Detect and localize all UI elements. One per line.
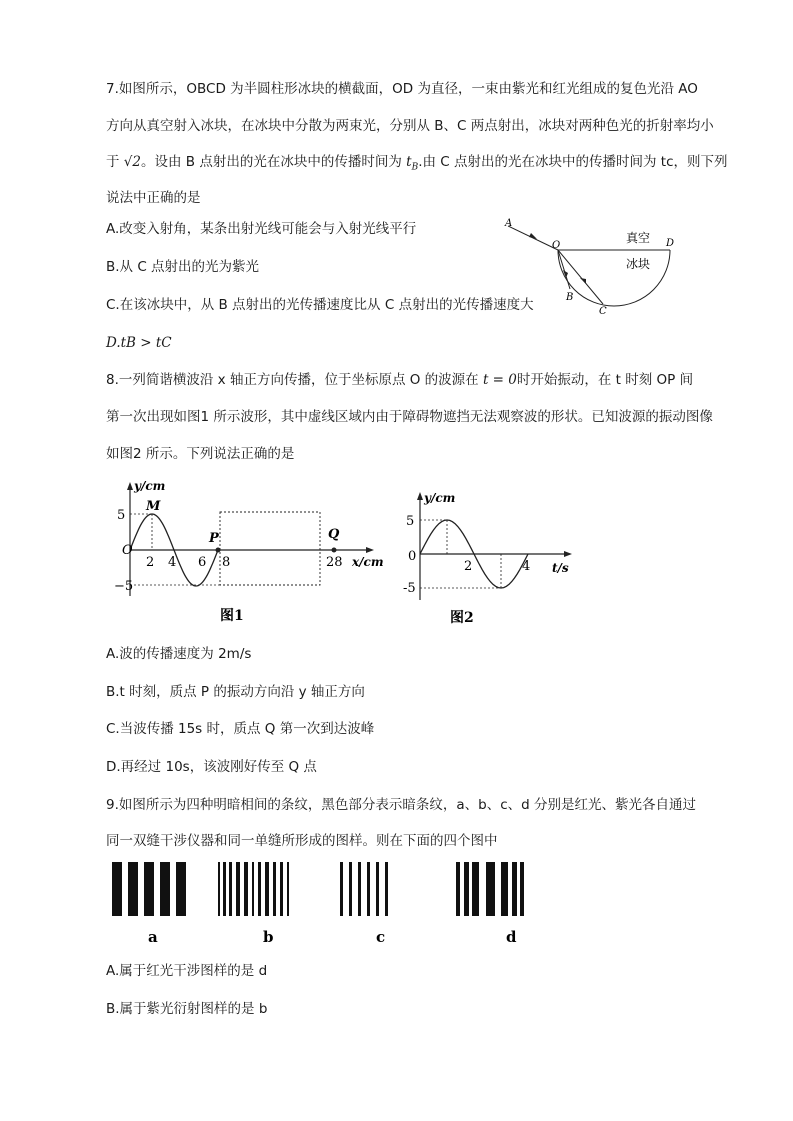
fig1-ylabel: y/cm [134,479,166,493]
fig2-tick-2: 2 [464,559,473,574]
fringe-bar [236,862,240,916]
fig1-tick-8: 8 [222,555,231,570]
fig2-y-neg: -5 [403,581,416,596]
fringe-bar [512,862,517,916]
fringe-bar [112,862,122,916]
fig1-y-neg: −5 [114,579,134,594]
q7-line-1: 7.如图所示，OBCD 为半圆柱形冰块的横截面，OD 为直径，一束由紫光和红光组成的复色光沿 AO [106,81,698,97]
fringe-bar [349,862,352,916]
fringe-bar [520,862,524,916]
label-a: A [505,218,513,229]
fig1-tick-28: 28 [326,555,343,570]
fringe-bar [144,862,154,916]
label-vacuum: 真空 [626,231,651,245]
fringe-bar [340,862,343,916]
q9-option-b: B.属于紫光衍射图样的是 b [106,1001,268,1017]
fringe-bar [376,862,379,916]
fringe-bar [229,862,232,916]
q8-line-3: 如图2 所示。下列说法正确的是 [106,446,295,462]
fringe-bar [472,862,479,916]
fringe-bar [358,862,361,916]
q7-line-3: 于 √2。设由 B 点射出的光在冰块中的传播时间为 $t_B$.由 C 点射出的光在冰块中的传播时间为 tc，则下列 [106,154,728,173]
ice-block-figure [500,218,690,318]
fig2-caption: 图2 [450,610,474,626]
wave-figure-1 [108,478,384,628]
fringe-bar [486,862,495,916]
fringe-bar [456,862,460,916]
fringe-bar [223,862,226,916]
fig1-point-q: Q [328,527,340,542]
fringe-label-c: c [376,928,386,946]
fringe-bar [218,862,220,916]
q9-line-2: 同一双缝干涉仪器和同一单缝所形成的图样。则在下面的四个图中 [106,833,498,849]
q7-option-d: D.tB > tC [106,335,172,351]
fringe-bar [176,862,186,916]
sqrt-two: √2 [123,154,141,170]
fig1-tick-4: 4 [168,555,177,570]
fringe-patterns [108,858,578,950]
label-c: C [599,306,607,317]
label-d: D [666,238,675,249]
fringe-bar [464,862,469,916]
q8-option-b: B.t 时刻，质点 P 的振动方向沿 y 轴正方向 [106,684,365,700]
fringe-bar [280,862,283,916]
q9-option-a: A.属于红光干涉图样的是 d [106,963,268,979]
q8-option-a: A.波的传播速度为 2m/s [106,646,252,662]
fig1-point-p: P [209,531,219,546]
fringe-label-b: b [263,928,274,946]
t-equals-zero: t = 0 [482,372,517,388]
q7-option-a: A.改变入射角，某条出射光线可能会与入射光线平行 [106,221,417,237]
fringe-bar [287,862,289,916]
fig1-tick-6: 6 [198,555,207,570]
vibration-figure-2 [400,488,580,628]
fig1-y-pos: 5 [117,508,126,523]
t-b-symbol: $t_B$ [406,154,419,173]
fringe-bar [367,862,370,916]
q8-option-c: C.当波传播 15s 时，质点 Q 第一次到达波峰 [106,721,375,737]
label-b: B [566,292,574,303]
fig2-y-pos: 5 [406,514,415,529]
q8-line-2: 第一次出现如图1 所示波形，其中虚线区域内由于障碍物遮挡无法观察波的形状。已知波源的振动图像 [106,409,713,425]
fig2-tick-4: 4 [522,559,531,574]
q8-line-1: 8.一列简谐横波沿 x 轴正方向传播，位于坐标原点 O 的波源在 t = 0时开始振动，在 t 时刻 OP 间 [106,372,694,388]
q8-option-d: D.再经过 10s，该波刚好传至 Q 点 [106,759,317,775]
fringe-bar [244,862,248,916]
fig2-ylabel: y/cm [424,491,456,505]
q7-line-2: 方向从真空射入冰块，在冰块中分散为两束光，分别从 B、C 两点射出，冰块对两种色光的折射率均小 [106,118,714,134]
fringe-bar [160,862,170,916]
fringe-label-a: a [148,928,158,946]
fringe-bar [258,862,261,916]
q7-option-b: B.从 C 点射出的光为紫光 [106,259,260,275]
fig1-point-m: M [146,499,161,514]
fringe-label-d: d [506,928,517,946]
fringe-bar [252,862,254,916]
fringe-bar [501,862,508,916]
q7-option-c: C.在该冰块中，从 B 点射出的光传播速度比从 C 点射出的光传播速度大 [106,297,534,313]
fringe-bar [385,862,388,916]
label-ice: 冰块 [626,257,651,271]
q7-line-4: 说法中正确的是 [106,190,201,206]
fig1-origin: O [122,543,133,558]
fig1-xlabel: x/cm [352,555,384,569]
q9-line-1: 9.如图所示为四种明暗相间的条纹，黑色部分表示暗条纹，a、b、c、d 分别是红光、紫光各自通过 [106,797,697,813]
fringe-bar [273,862,276,916]
fig1-caption: 图1 [220,608,244,624]
fringe-bar [128,862,138,916]
fig1-tick-2: 2 [146,555,155,570]
fig2-origin: 0 [408,549,417,564]
fig2-xlabel: t/s [552,561,569,575]
label-o: O [552,240,561,251]
fringe-bar [265,862,269,916]
